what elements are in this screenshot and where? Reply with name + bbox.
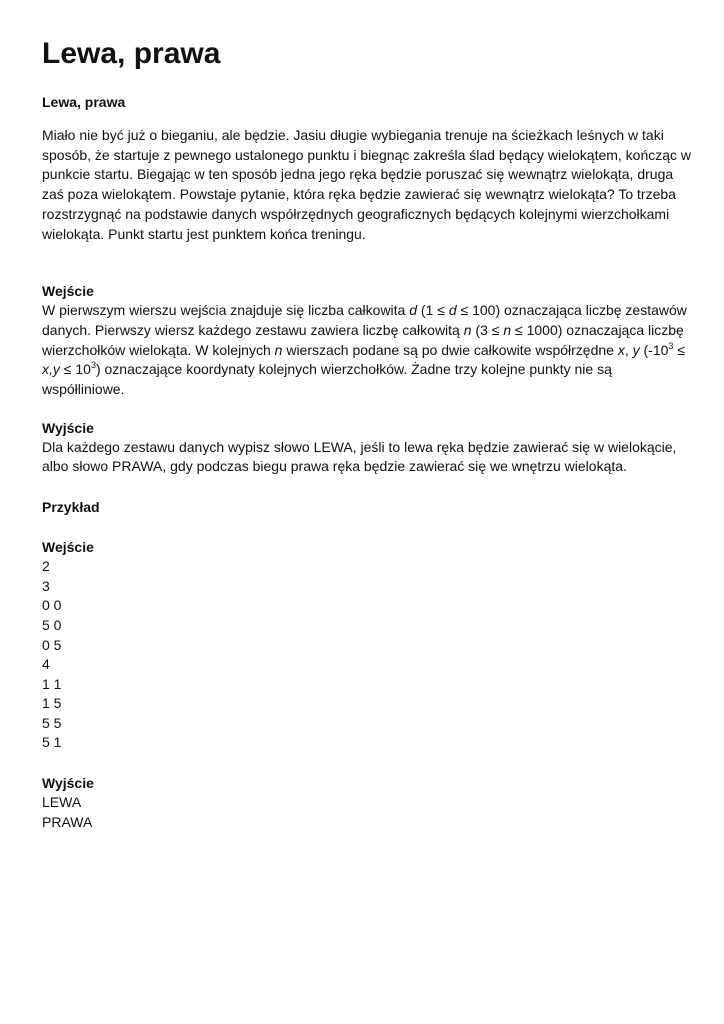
var-n-3: n [274, 341, 283, 358]
var-d-2: d [448, 302, 457, 319]
example-output-line: PRAWA [42, 813, 93, 830]
document-content [42, 36, 692, 832]
intro-paragraph: Miało nie być już o bieganiu, ale będzie. Jasiu długie wybiegania trenuje na ścieżkach leśnych w taki sposób, że startuje z pewnego ustalonego punktu i biegnąc zakreśla ślad będący wielokątem, kończąc w punkcie startu. Biegając w ten sposób jedna jego ręka będzie poruszać się wewnątrz wielokąta, druga zaś poza wielokątem. Powstaje pytanie, która ręka będzie zawierać się wewnątrz wielokąta? To trzeba rozstrzygnąć na podstawie danych współrzędnych geograficznych będących kolejnymi wierzchołkami wielokąta. Punkt startu jest punktem końca treningu. [42, 127, 692, 242]
example-input-line: 0 0 [42, 597, 62, 614]
var-d: d [409, 302, 418, 319]
example-input-line: 1 5 [42, 695, 62, 712]
example-input-heading: Wejście [42, 539, 94, 556]
example-output-line: LEWA [42, 794, 82, 811]
example-input-line: 4 [42, 656, 50, 673]
example-input-line: 0 5 [42, 636, 62, 653]
example-input-line: 1 1 [42, 675, 62, 692]
input-text-1: W pierwszym wierszu wejścia znajduje się liczba całkowita [42, 302, 410, 319]
var-n: n [463, 321, 472, 338]
example-output-heading: Wyjście [42, 775, 94, 792]
input-text-5: ≤ 1000) oznaczająca liczbę wierzchołków wielokąta. W kolejnych [42, 321, 684, 358]
example-input-section [42, 537, 692, 753]
example-input-line: 3 [42, 577, 50, 594]
exponent-2: 3 [90, 360, 96, 371]
input-text-8: (-10 [639, 341, 669, 358]
input-heading: Wejście [42, 283, 94, 300]
example-input-lines [42, 557, 692, 753]
exponent-1: 3 [668, 340, 674, 351]
page-title: Lewa, prawa [42, 37, 221, 70]
input-text-7: , [624, 341, 633, 358]
input-text-9: ≤ [673, 341, 686, 358]
var-n-2: n [503, 321, 512, 338]
input-text-6: wierszach podane są po dwie całkowite współrzędne [282, 341, 618, 358]
input-text-3: ≤ 100) oznaczająca liczbę zestawów danych. Pierwszy wiersz każdego zestawu zawiera liczbę całkowitą [42, 302, 687, 338]
var-xy: x,y [42, 361, 60, 378]
var-y: y [632, 341, 640, 358]
input-text-2: (1 ≤ [417, 302, 449, 319]
example-output-lines [42, 793, 692, 832]
example-output-section [42, 773, 692, 832]
input-text-4: (3 ≤ [471, 321, 504, 338]
var-x: x [617, 341, 625, 358]
output-description: Dla każdego zestawu danych wypisz słowo LEWA, jeśli to lewa ręka będzie zawierać się w wielokącie, albo słowo PRAWA, gdy podczas biegu prawa ręka będzie zawierać się we wnętrzu wielokąta. [42, 438, 677, 475]
input-text-11: ) oznaczające koordynaty kolejnych wierzchołków. Żadne trzy kolejne punkty nie są współliniowe. [42, 361, 612, 398]
output-section [42, 418, 692, 477]
input-section [42, 281, 692, 400]
example-input-line: 5 5 [42, 714, 62, 731]
output-heading: Wyjście [42, 419, 94, 436]
input-text-10: ≤ 10 [59, 361, 91, 378]
problem-subtitle: Lewa, prawa [42, 94, 126, 110]
example-input-line: 2 [42, 558, 50, 575]
example-section [42, 497, 692, 517]
example-heading: Przykład [42, 499, 100, 516]
example-input-line: 5 1 [42, 734, 62, 751]
input-description [42, 301, 692, 400]
example-input-line: 5 0 [42, 616, 62, 633]
